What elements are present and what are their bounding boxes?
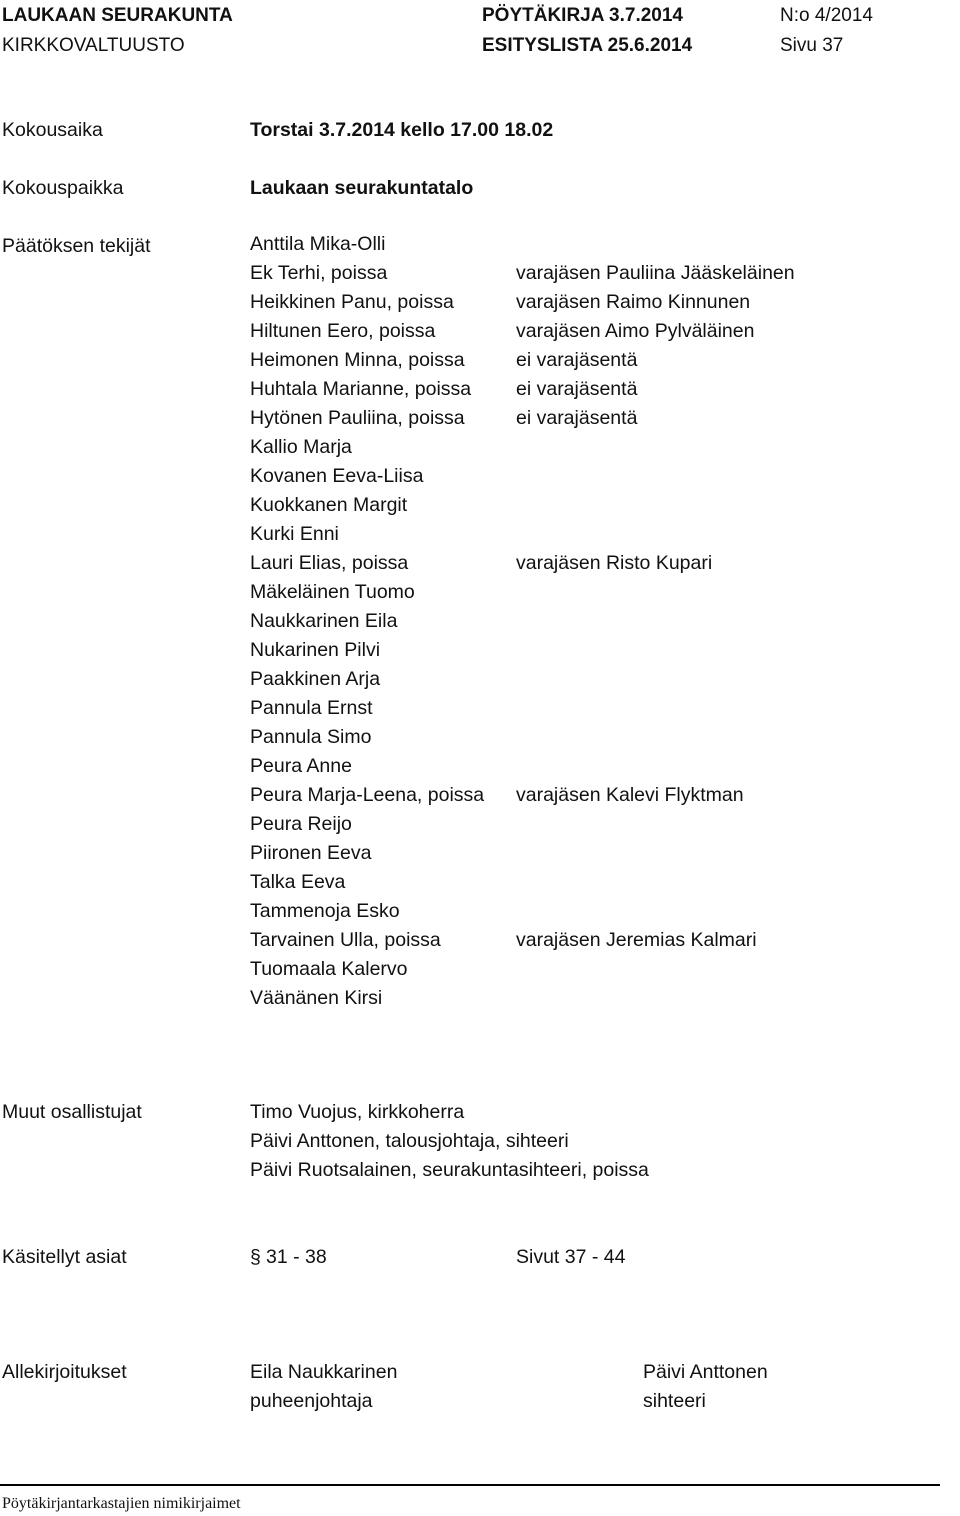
member-name: Peura Marja-Leena, poissa [250,784,485,806]
meeting-time-label: Kokousaika [2,119,103,141]
minutes-title: PÖYTÄKIRJA 3.7.2014 [482,5,683,26]
member-name: Pannula Ernst [250,697,373,719]
handled-matters-label: Käsitellyt asiat [2,1246,127,1268]
meeting-place-label: Kokouspaikka [2,177,124,199]
member-name: Tammenoja Esko [250,900,400,922]
member-name: Ek Terhi, poissa [250,262,388,284]
member-name: Hytönen Pauliina, poissa [250,407,465,429]
member-name: Lauri Elias, poissa [250,552,409,574]
member-name: Tarvainen Ulla, poissa [250,929,441,951]
footer-text: Pöytäkirjantarkastajien nimikirjaimet [2,1495,241,1512]
member-name: Huhtala Marianne, poissa [250,378,472,400]
member-name: Piironen Eeva [250,842,372,864]
participant-line: Timo Vuojus, kirkkoherra [250,1101,465,1123]
participant-line: Päivi Ruotsalainen, seurakuntasihteeri, poissa [250,1159,649,1181]
chair-name: Eila Naukkarinen [250,1361,398,1383]
member-name: Peura Reijo [250,813,352,835]
member-name: Kurki Enni [250,523,339,545]
member-name: Peura Anne [250,755,352,777]
member-name: Paakkinen Arja [250,668,381,690]
member-name: Heimonen Minna, poissa [250,349,465,371]
meeting-time-value: Torstai 3.7.2014 kello 17.00 18.02 [250,119,554,141]
decision-makers-label: Päätöksen tekijät [2,235,151,257]
participant-line: Päivi Anttonen, talousjohtaja, sihteeri [250,1130,569,1152]
handled-pages: Sivut 37 - 44 [516,1246,626,1268]
member-substitute: ei varajäsentä [516,378,638,400]
agenda-title: ESITYSLISTA 25.6.2014 [482,35,693,56]
document-number: N:o 4/2014 [780,5,873,26]
handled-items: 31 - 38 [266,1246,327,1268]
member-name: Väänänen Kirsi [250,987,383,1009]
member-name: Anttila Mika-Olli [250,233,386,255]
member-name: Heikkinen Panu, poissa [250,291,454,313]
governing-body: KIRKKOVALTUUSTO [2,35,185,56]
member-name: Tuomaala Kalervo [250,958,408,980]
member-name: Nukarinen Pilvi [250,639,381,661]
secretary-name: Päivi Anttonen [643,1361,768,1383]
member-name: Kuokkanen Margit [250,494,408,516]
page-number: Sivu 37 [780,35,844,56]
member-substitute: ei varajäsentä [516,407,638,429]
member-name: Talka Eeva [250,871,346,893]
member-name: Kallio Marja [250,436,352,458]
member-name: Mäkeläinen Tuomo [250,581,415,603]
footer-divider [0,1484,940,1486]
org-name: LAUKAAN SEURAKUNTA [2,5,233,26]
member-substitute: ei varajäsentä [516,349,638,371]
meeting-place-value: Laukaan seurakuntatalo [250,177,474,199]
member-substitute: varajäsen Jeremias Kalmari [516,929,757,951]
other-participants-label: Muut osallistujat [2,1101,142,1123]
member-substitute: varajäsen Risto Kupari [516,552,713,574]
member-substitute: varajäsen Aimo Pylväläinen [516,320,755,342]
member-name: Kovanen Eeva-Liisa [250,465,424,487]
member-name: Pannula Simo [250,726,372,748]
section-sign: § [250,1246,261,1268]
member-name: Hiltunen Eero, poissa [250,320,436,342]
chair-role: puheenjohtaja [250,1390,373,1412]
member-name: Naukkarinen Eila [250,610,398,632]
member-substitute: varajäsen Pauliina Jääskeläinen [516,262,795,284]
member-substitute: varajäsen Kalevi Flyktman [516,784,744,806]
secretary-role: sihteeri [643,1390,706,1412]
member-substitute: varajäsen Raimo Kinnunen [516,291,751,313]
signatures-label: Allekirjoitukset [2,1361,127,1383]
